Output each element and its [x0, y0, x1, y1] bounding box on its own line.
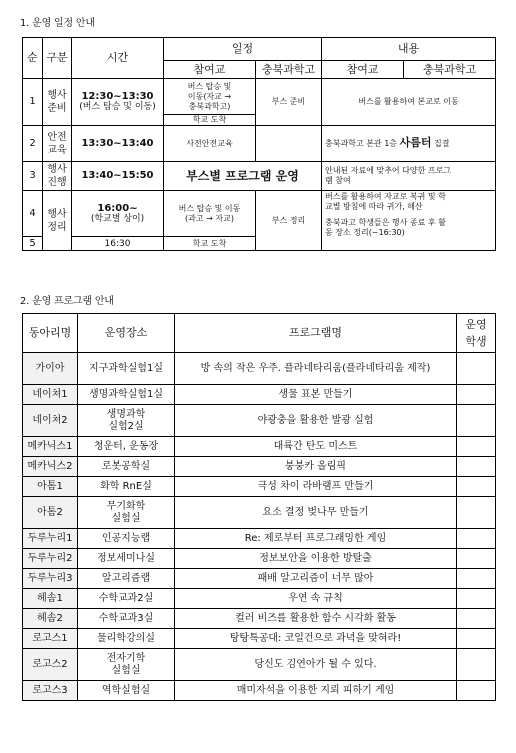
row1-schedule-host: 부스 준비 [256, 79, 322, 126]
place-cell: 정보세미나실 [78, 549, 175, 569]
students-cell [457, 477, 496, 497]
header-club: 동아리명 [23, 314, 78, 353]
header-schedule-school: 참여교 [164, 61, 256, 79]
row4-category: 행사 정리 [43, 191, 72, 251]
table-row [23, 437, 496, 457]
place-cell: 로봇공학실 [78, 457, 175, 477]
club-cell: 가이아 [23, 353, 78, 385]
row5-time: 16:30 [72, 237, 164, 251]
club-cell: 네이쳐2 [23, 405, 78, 437]
place-cell: 화학 RnE실 [78, 477, 175, 497]
row4-time-note: (학교별 상이) [90, 213, 145, 224]
table-row [23, 457, 496, 477]
row3-category: 행사 진행 [43, 162, 72, 191]
students-cell [457, 353, 496, 385]
program-cell: 요소 결정 벚나무 만들기 [175, 497, 457, 529]
place-cell: 수학교과3실 [78, 609, 175, 629]
students-cell [457, 457, 496, 477]
table-row [23, 529, 496, 549]
students-cell [457, 549, 496, 569]
row4-time-value: 16:00~ [97, 202, 138, 214]
program-cell: Re: 제로부터 프로그래밍한 게임 [175, 529, 457, 549]
program-cell: 당신도 김연아가 될 수 있다. [175, 649, 457, 681]
row5-num: 5 [23, 237, 43, 251]
students-cell [457, 681, 496, 701]
table-row [23, 353, 496, 385]
program-cell: 붕붕카 올림픽 [175, 457, 457, 477]
row4-content [322, 191, 496, 251]
header-time: 시간 [72, 38, 164, 79]
table-row [23, 681, 496, 701]
table-row [23, 385, 496, 405]
row4-schedule-school: 버스 탑승 및 이동 (과고 → 자교) [164, 191, 256, 237]
row2-schedule-school: 사전안전교육 [164, 126, 256, 162]
row2-schedule-host [256, 126, 322, 162]
program-cell: 생물 표본 만들기 [175, 385, 457, 405]
program-cell: 극성 차이 라바램프 만들기 [175, 477, 457, 497]
students-cell [457, 529, 496, 549]
club-cell: 로고스2 [23, 649, 78, 681]
club-cell: 헤솜1 [23, 589, 78, 609]
program-cell: 매미자석을 이용한 지뢰 피하기 게임 [175, 681, 457, 701]
table-row [23, 405, 496, 437]
row1-time [72, 79, 164, 126]
club-cell: 메카닉스2 [23, 457, 78, 477]
place-cell: 수학교과2실 [78, 589, 175, 609]
row1-time-note: (버스 탑승 및 이동) [79, 102, 156, 112]
row3-time: 13:40~15:50 [72, 162, 164, 191]
row2-content-pre: 충북과학고 본관 1층 [325, 139, 400, 148]
row1-category: 행사 준비 [43, 79, 72, 126]
club-cell: 두루누리2 [23, 549, 78, 569]
place-cell: 인공지능랩 [78, 529, 175, 549]
row2-content-post: 집결 [431, 139, 450, 148]
header-category: 구분 [43, 38, 72, 79]
place-cell: 무기화학 실험실 [78, 497, 175, 529]
place-cell: 물리학강의실 [78, 629, 175, 649]
place-cell: 전자기학 실험실 [78, 649, 175, 681]
row3-content: 안내된 자료에 맞추어 다양한 프로그 램 참여 [322, 162, 496, 191]
club-cell: 아톰1 [23, 477, 78, 497]
place-cell: 알고리즘랩 [78, 569, 175, 589]
students-cell [457, 629, 496, 649]
table-row [23, 629, 496, 649]
row1-schedule-school: 버스 탑승 및 이동(자교 → 충북과학고) [164, 79, 256, 115]
program-cell: 컬러 비즈를 활용한 함수 시각화 활동 [175, 609, 457, 629]
club-cell: 메카닉스1 [23, 437, 78, 457]
header-content: 내용 [322, 38, 496, 61]
row3-num: 3 [23, 162, 43, 191]
header-schedule-host: 충북과학고 [256, 61, 322, 79]
table-row [23, 477, 496, 497]
students-cell [457, 405, 496, 437]
place-cell: 역학실험실 [78, 681, 175, 701]
row1-num: 1 [23, 79, 43, 126]
row2-category: 안전 교육 [43, 126, 72, 162]
club-cell: 아톰2 [23, 497, 78, 529]
table-row [23, 497, 496, 529]
header-students: 운영 학생 [457, 314, 496, 353]
program-cell: 정보보안을 이용한 방탈출 [175, 549, 457, 569]
row2-content-emphasis: 사름터 [399, 136, 432, 149]
table-row [23, 589, 496, 609]
program-cell: 패배 알고리즘이 너무 많아 [175, 569, 457, 589]
row1-time-value: 12:30~13:30 [81, 91, 154, 102]
program-cell: 야광충을 활용한 발광 실험 [175, 405, 457, 437]
students-cell [457, 569, 496, 589]
club-cell: 네이쳐1 [23, 385, 78, 405]
club-cell: 로고스3 [23, 681, 78, 701]
row2-content [322, 126, 496, 162]
row1-content: 버스를 활용하여 본교로 이동 [322, 79, 496, 126]
club-cell: 두루누리3 [23, 569, 78, 589]
header-program: 프로그램명 [175, 314, 457, 353]
row4-content-line1: 버스를 활용하여 자교로 복귀 및 학 교별 방침에 따라 귀가, 해산 [325, 192, 446, 211]
program-cell: 탕탕특공대: 코일건으로 과녁을 맞혀라! [175, 629, 457, 649]
row4-num: 4 [23, 191, 43, 237]
header-num: 순 [23, 38, 43, 79]
club-cell: 헤솜2 [23, 609, 78, 629]
row2-time: 13:30~13:40 [72, 126, 164, 162]
students-cell [457, 497, 496, 529]
row3-schedule-combined: 부스별 프로그램 운영 [164, 162, 322, 191]
place-cell: 생명과학실험1실 [78, 385, 175, 405]
place-cell: 생명과학 실험2실 [78, 405, 175, 437]
club-cell: 로고스1 [23, 629, 78, 649]
club-cell: 두루누리1 [23, 529, 78, 549]
row4-time [72, 191, 164, 237]
program-table [22, 313, 496, 701]
program-cell: 우연 속 규칙 [175, 589, 457, 609]
students-cell [457, 437, 496, 457]
program-table-body [23, 353, 496, 701]
table-row [23, 649, 496, 681]
header-content-host: 충북과학고 [404, 61, 496, 79]
section-heading-schedule: 1. 운영 일정 안내 [20, 18, 95, 29]
students-cell [457, 649, 496, 681]
header-place: 운영장소 [78, 314, 175, 353]
table-row [23, 569, 496, 589]
header-content-school: 참여교 [322, 61, 404, 79]
row4-schedule-host: 부스 정리 [256, 191, 322, 251]
students-cell [457, 589, 496, 609]
place-cell: 지구과학실험1실 [78, 353, 175, 385]
place-cell: 청운터, 운동장 [78, 437, 175, 457]
row4-content-line2: 충북과고 학생들은 행사 종료 후 활 동 장소 정리(~16:30) [325, 218, 446, 237]
program-cell: 대륙간 탄도 미스트 [175, 437, 457, 457]
row5-schedule-school: 학교 도착 [164, 237, 256, 251]
students-cell [457, 609, 496, 629]
schedule-table [22, 37, 496, 251]
section-heading-programs: 2. 운영 프로그램 안내 [20, 296, 114, 307]
program-cell: 방 속의 작은 우주. 플라네타리움(플라네타리움 제작) [175, 353, 457, 385]
table-row [23, 549, 496, 569]
table-row [23, 609, 496, 629]
row1-schedule-school-extra: 학교 도착 [164, 115, 256, 126]
row2-num: 2 [23, 126, 43, 162]
header-schedule: 일정 [164, 38, 322, 61]
students-cell [457, 385, 496, 405]
